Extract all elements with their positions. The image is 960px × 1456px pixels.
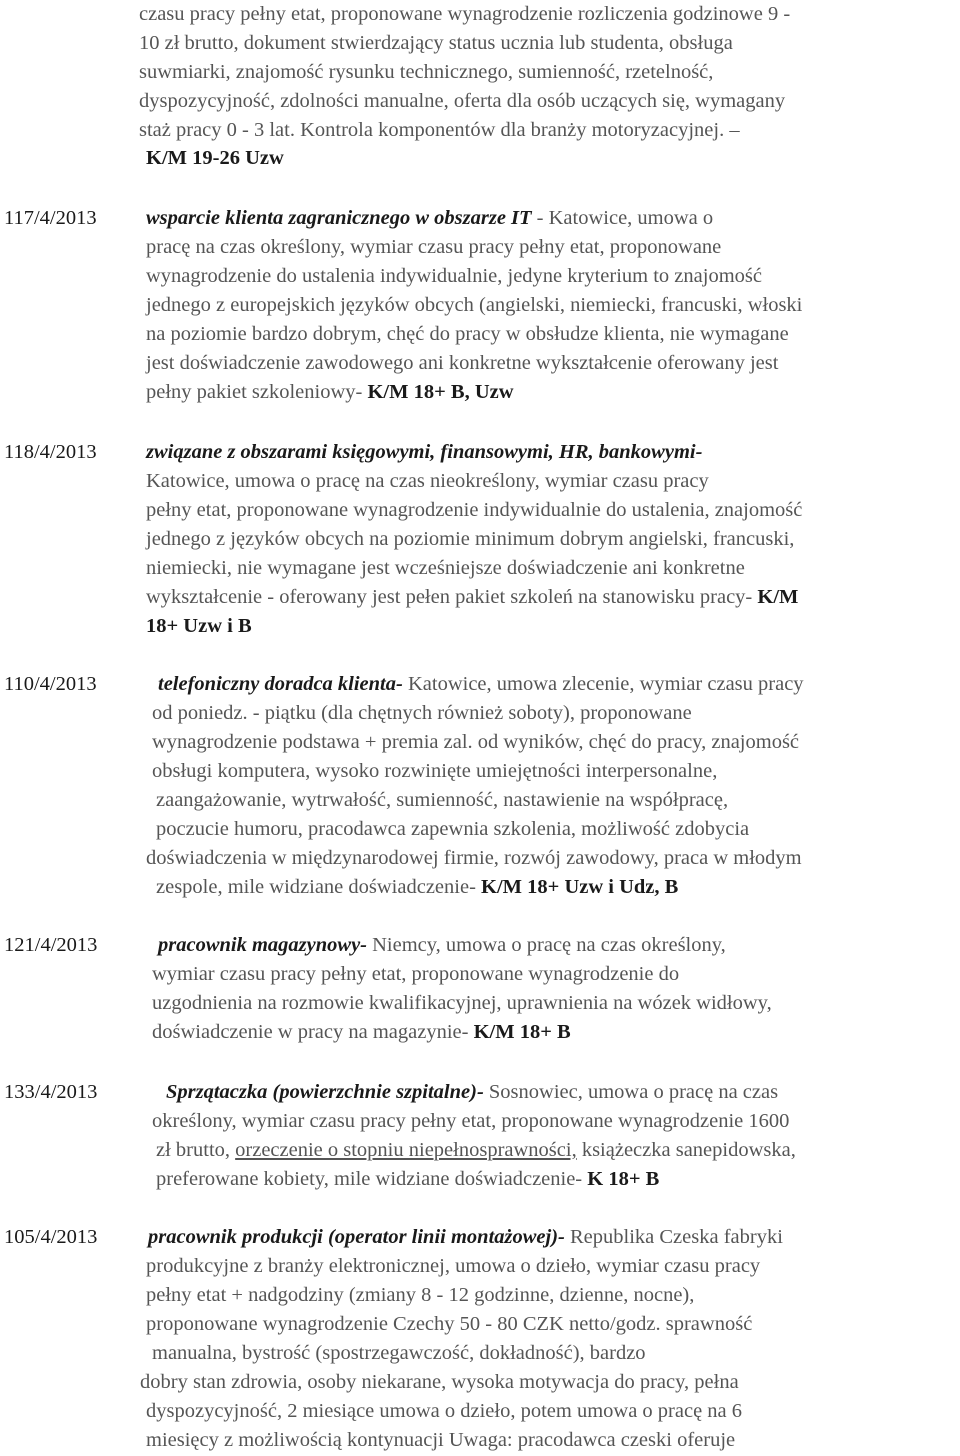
- offer-description-line: wykształcenie - oferowany jest pełen pakiet szkoleń na stanowisku pracy- K/M: [146, 586, 799, 608]
- offer-description-line: niemiecki, nie wymagane jest wcześniejsze doświadczenie ani konkretne: [146, 557, 745, 579]
- disability-certificate-text: orzeczenie o stopniu niepełnosprawności,: [235, 1139, 577, 1161]
- offer-description-line: Katowice, umowa o pracę na czas nieokreślony, wymiar czasu pracy: [146, 470, 709, 492]
- intro-line-4: dyspozycyjność, zdolności manualne, oferta dla osób uczących się, wymagany: [139, 90, 786, 112]
- offer-number: 133/4/2013: [4, 1081, 98, 1103]
- offer-description-line: pełny pakiet szkoleniowy- K/M 18+ B, Uzw: [146, 381, 514, 403]
- offer-description-line: określony, wymiar czasu pracy pełny etat, proponowane wynagrodzenie 1600: [152, 1110, 790, 1132]
- offer-description-line: poczucie humoru, pracodawca zapewnia szkolenia, możliwość zdobycia: [156, 818, 750, 840]
- offer-description-line: zespole, mile widziane doświadczenie- K/M 18+ Uzw i Udz, B: [156, 876, 679, 898]
- offer-code: K/M: [752, 586, 799, 608]
- offer-code: K/M 18+ B: [468, 1021, 571, 1043]
- offer-title: wsparcie klienta zagranicznego w obszarze IT: [146, 207, 532, 229]
- intro-line-1: czasu pracy pełny etat, proponowane wynagrodzenie rozliczenia godzinowe 9 -: [139, 3, 791, 25]
- offer-description-line: zł brutto, orzeczenie o stopniu niepełnosprawności, książeczka sanepidowska,: [156, 1139, 796, 1161]
- offer-number: 117/4/2013: [4, 207, 97, 229]
- offer-description-line: jest doświadczenie zawodowego ani konkretne wykształcenie oferowany jest: [146, 352, 779, 374]
- offer-description-line: zaangażowanie, wytrwałość, sumienność, nastawienie na współpracę,: [156, 789, 729, 811]
- offer-description-line: manualna, bystrość (spostrzegawczość, dokładność), bardzo: [152, 1342, 646, 1364]
- offer-description-line: obsługi komputera, wysoko rozwinięte umiejętności interpersonalne,: [152, 760, 718, 782]
- offer-description-line: dobry stan zdrowia, osoby niekarane, wysoka motywacja do pracy, pełna: [140, 1371, 739, 1393]
- offer-description-line: jednego z europejskich języków obcych (angielski, niemiecki, francuski, włoski: [146, 294, 803, 316]
- offer-code: K/M 18+ B, Uzw: [362, 381, 514, 403]
- offer-description: pracownik magazynowy- Niemcy, umowa o pracę na czas określony,: [158, 934, 726, 956]
- offer-description-line: produkcyjne z branży elektronicznej, umowa o dzieło, wymiar czasu pracy: [146, 1255, 761, 1277]
- offer-description-line: na poziomie bardzo dobrym, chęć do pracy w obsłudze klienta, nie wymagane: [146, 323, 789, 345]
- offer-title: pracownik produkcji (operator linii montażowej)-: [148, 1226, 565, 1248]
- offer-title: związane z obszarami księgowymi, finansowymi, HR, bankowymi-: [146, 441, 703, 463]
- offer-description: pracownik produkcji (operator linii montażowej)- Republika Czeska fabryki: [148, 1226, 783, 1248]
- offer-code: 18+ Uzw i B: [146, 615, 252, 637]
- offer-code: K 18+ B: [582, 1168, 660, 1190]
- offer-description: telefoniczny doradca klienta- Katowice, umowa zlecenie, wymiar czasu pracy: [158, 673, 804, 695]
- offer-number: 110/4/2013: [4, 673, 97, 695]
- offer-code: K/M 18+ Uzw i Udz, B: [475, 876, 679, 898]
- offer-title-line: [146, 440, 702, 464]
- offer-description-line: doświadczenia w międzynarodowej firmie, rozwój zawodowy, praca w młodym: [146, 847, 802, 869]
- offer-description-line: od poniedz. - piątku (dla chętnych również soboty), proponowane: [152, 702, 692, 724]
- offer-description-line: preferowane kobiety, mile widziane doświadczenie- K 18+ B: [156, 1168, 660, 1190]
- intro-line-3: suwmiarki, znajomość rysunku technicznego, sumienność, rzetelność,: [139, 61, 714, 83]
- intro-offer-code: K/M 19-26 Uzw: [146, 147, 284, 169]
- intro-line-5: staż pracy 0 - 3 lat. Kontrola komponentów dla branży motoryzacyjnej. –: [139, 119, 740, 141]
- offer-title: telefoniczny doradca klienta-: [158, 673, 403, 695]
- intro-line-2: 10 zł brutto, dokument stwierdzający status ucznia lub studenta, obsługa: [139, 32, 733, 54]
- offer-description: wsparcie klienta zagranicznego w obszarze IT - Katowice, umowa o: [146, 207, 714, 229]
- offer-description-line: pracę na czas określony, wymiar czasu pracy pełny etat, proponowane: [146, 236, 722, 258]
- offer-number: 121/4/2013: [4, 934, 98, 956]
- offer-description-line: wynagrodzenie podstawa + premia zal. od wyników, chęć do pracy, znajomość: [152, 731, 800, 753]
- offer-description: Sprzątaczka (powierzchnie szpitalne)- Sosnowiec, umowa o pracę na czas: [166, 1081, 779, 1103]
- offer-description-line: jednego z języków obcych na poziomie minimum dobrym angielski, francuski,: [146, 528, 795, 550]
- offer-description-line: wymiar czasu pracy pełny etat, proponowane wynagrodzenie do: [152, 963, 680, 985]
- offer-title: pracownik magazynowy-: [158, 934, 367, 956]
- offer-code-line: [146, 614, 252, 638]
- offer-description-line: wynagrodzenie do ustalenia indywidualnie, jedyne kryterium to znajomość: [146, 265, 762, 287]
- offer-description-line: pełny etat + nadgodziny (zmiany 8 - 12 godzinne, dzienne, nocne),: [146, 1284, 695, 1306]
- offer-description-line: doświadczenie w pracy na magazynie- K/M 18+ B: [152, 1021, 571, 1043]
- offer-description-line: dyspozycyjność, 2 miesiące umowa o dzieło, potem umowa o pracę na 6: [146, 1400, 743, 1422]
- offer-title: Sprzątaczka (powierzchnie szpitalne)-: [166, 1081, 484, 1103]
- offer-description-line: pełny etat, proponowane wynagrodzenie indywidualnie do ustalenia, znajomość: [146, 499, 803, 521]
- offer-description-line: uzgodnienia na rozmowie kwalifikacyjnej, uprawnienia na wózek widłowy,: [152, 992, 772, 1014]
- offer-description-line: miesięcy z możliwością kontynuacji Uwaga: pracodawca czeski oferuje: [146, 1429, 736, 1451]
- offer-number: 118/4/2013: [4, 441, 97, 463]
- offer-number: 105/4/2013: [4, 1226, 98, 1248]
- offer-description-line: proponowane wynagrodzenie Czechy 50 - 80 CZK netto/godz. sprawność: [146, 1313, 753, 1335]
